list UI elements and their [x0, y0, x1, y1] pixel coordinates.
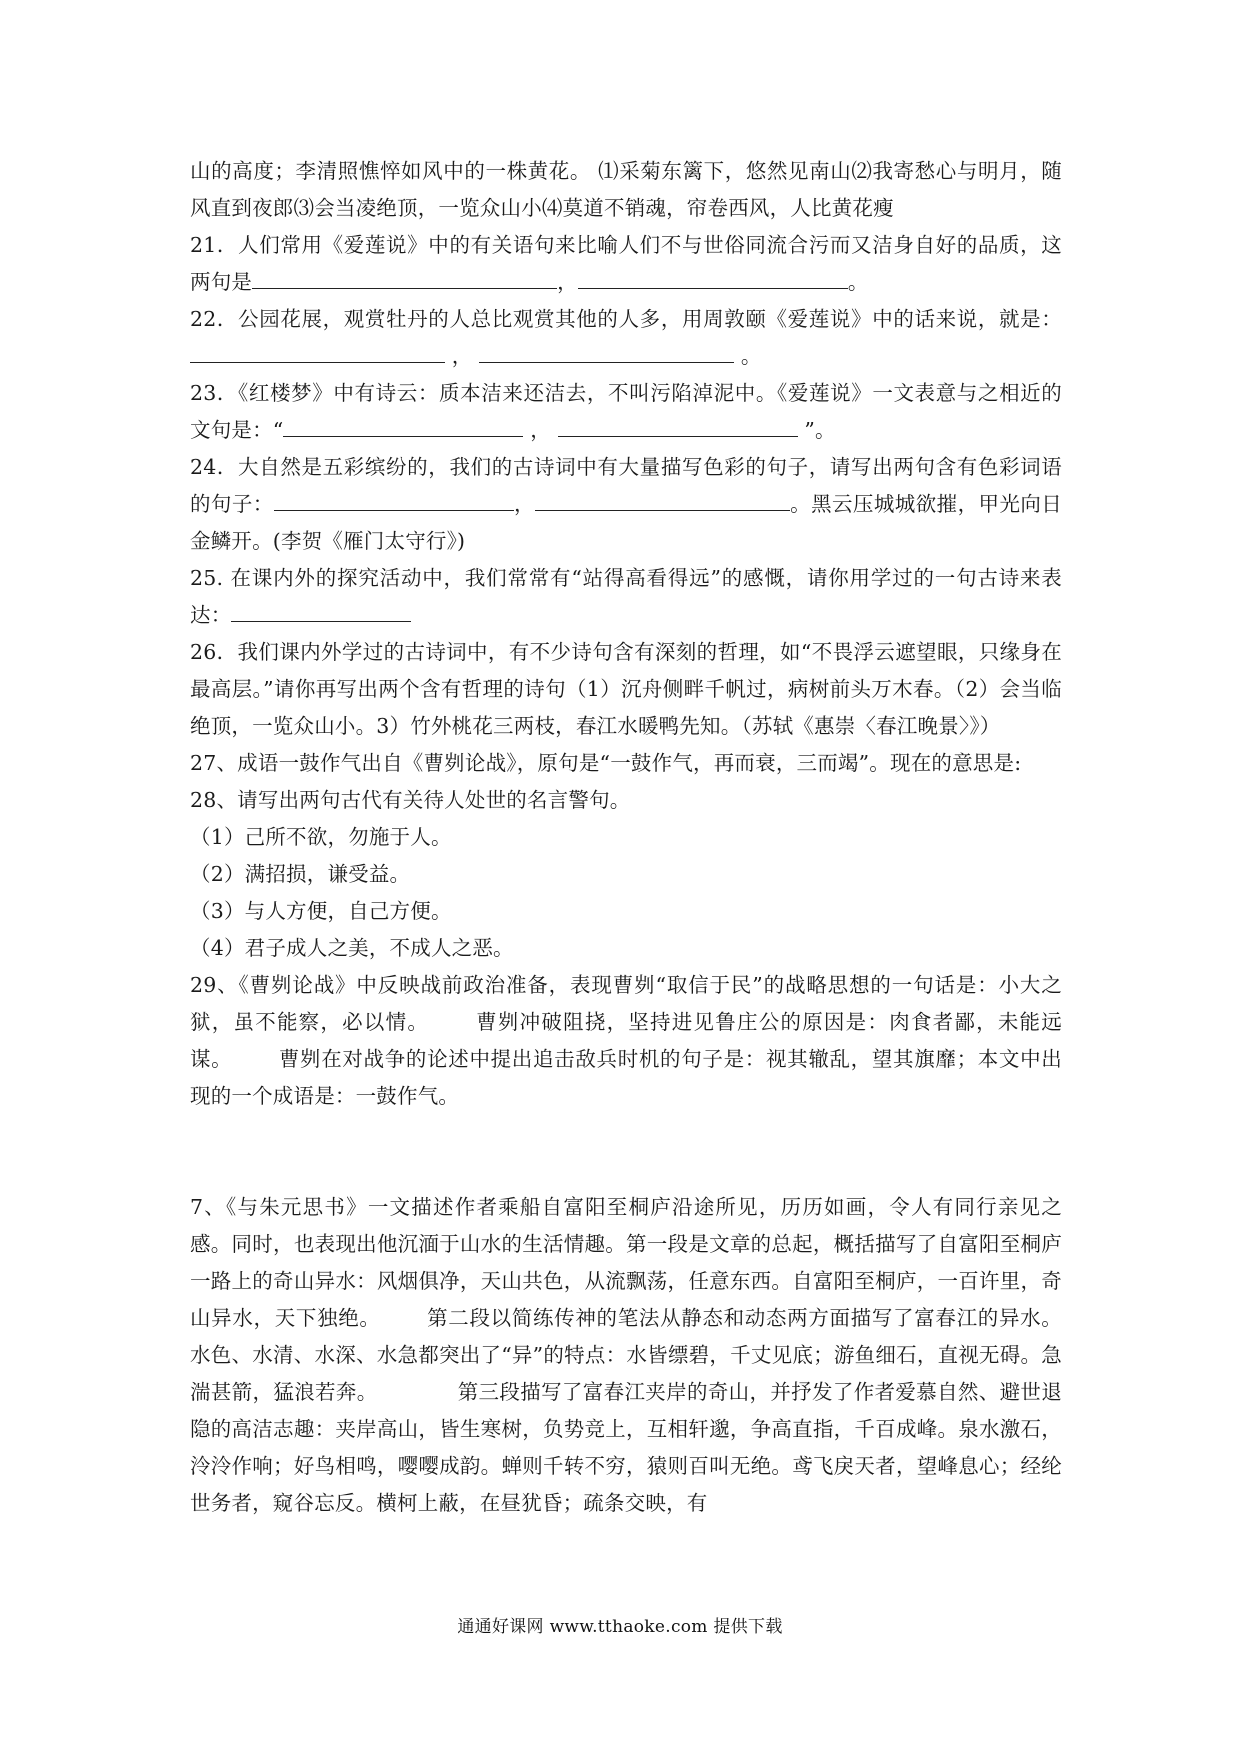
paragraph-answers-20: 山的高度；李清照憔悴如风中的一株黄花。 ⑴采菊东篱下，悠然见南山⑵我寄愁心与明月，随风直到夜郎⑶会当凌绝顶，一览众山小⑷莫道不销魂，帘卷西风，人比黄花瘦: [190, 159, 1062, 220]
answer-blank[interactable]: [252, 269, 557, 289]
answer-blank[interactable]: [558, 417, 798, 437]
section-gap: [190, 1115, 1062, 1189]
question-21: 21．人们常用《爱莲说》中的有关语句来比喻人们不与世俗同流合污而又洁身自好的品质，这两句是 ， 。: [190, 233, 1062, 294]
answer-blank[interactable]: [535, 491, 790, 511]
question-24: 24．大自然是五彩缤纷的，我们的古诗词中有大量描写色彩的句子，请写出两句含有色彩词语的句子： ， 。黑云压城城欲摧，甲光向日金鳞开。(李贺《雁门太守行》): [190, 455, 1062, 553]
answer-blank[interactable]: [190, 343, 445, 363]
question-22: 22．公园花展，观赏牡丹的人总比观赏其他的人多，用周敦颐《爱莲说》中的话来说，就是： ， 。: [190, 307, 1062, 368]
question-28-item-1: （1）己所不欲，勿施于人。: [190, 825, 452, 849]
question-7-summary: 7、《与朱元思书》一文描述作者乘船自富阳至桐庐沿途所见，历历如画，令人有同行亲见之感。同时，也表现出他沉湎于山水的生活情趣。第一段是文章的总起，概括描写了自富阳至桐庐一路上的奇山异水：风烟俱净，天山共色，从流飘荡，任意东西。自富阳至桐庐，一百许里，奇山异水，天下独绝。 第二段以简练传神的笔法从静态和动态两方面描写了富春江的异水。水色、水清、水深、水急都突出了“异”的特点：水皆缥碧，千丈见底；游鱼细石，直视无碍。急湍甚箭，猛浪若奔。 第三段描写了富春江夹岸的奇山，并抒发了作者爱慕自然、避世退隐的高洁志趣：夹岸高山，皆生寒树，负势竞上，互相轩邈，争高直指，千百成峰。泉水激石，泠泠作响；好鸟相鸣，嘤嘤成韵。蝉则千转不穷，猿则百叫无绝。鸢飞戾天者，望峰息心；经纶世务者，窥谷忘反。横柯上蔽，在昼犹昏；疏条交映，有: [190, 1195, 1062, 1515]
question-28: 28、请写出两句古代有关待人处世的名言警句。: [190, 788, 631, 812]
question-28-item-4: （4）君子成人之美，不成人之恶。: [190, 936, 514, 960]
question-29: 29、《曹刿论战》中反映战前政治准备，表现曹刿“取信于民”的战略思想的一句话是：小大之狱，虽不能察，必以情。 曹刿冲破阻挠，坚持进见鲁庄公的原因是：肉食者鄙，未能远谋。 曹刿在对战争的论述中提出追击敌兵时机的句子是：视其辙乱，望其旗靡；本文中出现的一个成语是：一鼓作气。: [190, 973, 1062, 1108]
answer-blank[interactable]: [479, 343, 734, 363]
question-25: 25. 在课内外的探究活动中，我们常常有“站得高看得远”的感慨，请你用学过的一句古诗来表达：: [190, 566, 1062, 627]
page-footer: 通通好课网 www.tthaoke.com 提供下载: [457, 1617, 783, 1637]
answer-blank[interactable]: [231, 602, 411, 622]
document-body: [190, 153, 1062, 1522]
answer-blank[interactable]: [578, 269, 848, 289]
question-28-item-2: （2）满招损，谦受益。: [190, 862, 411, 886]
question-27: 27、成语一鼓作气出自《曹刿论战》，原句是“一鼓作气，再而衰，三而竭”。现在的意思是:: [190, 751, 1022, 775]
answer-blank[interactable]: [283, 417, 523, 437]
question-28-item-3: （3）与人方便，自己方便。: [190, 899, 452, 923]
answer-blank[interactable]: [274, 491, 514, 511]
question-23: 23．《红楼梦》中有诗云：质本洁来还洁去，不叫污陷淖泥中。《爱莲说》一文表意与之相近的文句是：“ ， ”。: [190, 381, 1062, 442]
question-26: 26．我们课内外学过的古诗词中，有不少诗句含有深刻的哲理，如“不畏浮云遮望眼，只缘身在最高层。”请你再写出两个含有哲理的诗句（1）沉舟侧畔千帆过，病树前头万木春。（2）会当临绝顶，一览众山小。3）竹外桃花三两枝，春江水暖鸭先知。（苏轼《惠崇〈春江晚景〉》）: [190, 640, 1062, 738]
